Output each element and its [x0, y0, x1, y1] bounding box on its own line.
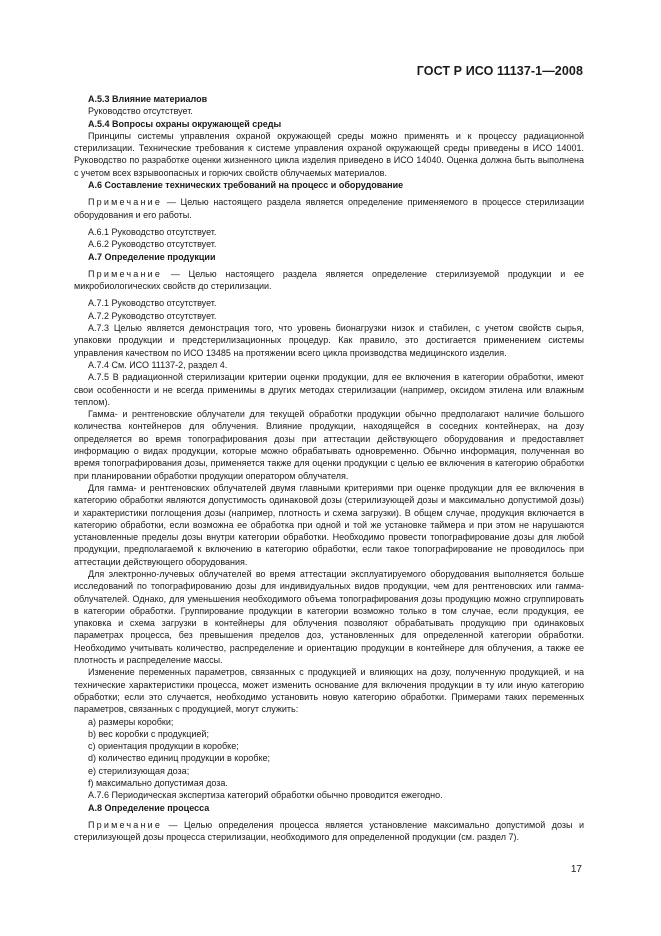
note-text: — Целью настоящего раздела является определение применяемого в процессе стерилизации оборудования и его работы. — [74, 197, 584, 220]
note-a6 — [74, 196, 584, 221]
paragraph-changes: Изменение переменных параметров, связанных с продукцией и влияющих на дозу, полученную продукцией, и на технические характеристики процесса, может изменить основание для включения продукции в ту или иную категорию обработки; если это случается, необходимо установить новую категорию обработки. Примерами таких переменных параметров, связанных с продукцией, могут служить: — [74, 667, 584, 715]
note-label: Примечание — [88, 819, 163, 830]
paragraph-gamma: Гамма- и рентгеновские облучатели для текущей обработки продукции обычно предполагают наличие большого количества контейнеров для облучения. Влияние продукции, находящейся в соседних контейнерах, на дозу определяется во время топографирования дозы при аттестации действующего оборудования и предоставляет информацию о видах продукции, которые можно обрабатывать одновременно. Обычно информация, полученная во время топографирования дозы, применяется также для оценки продукции с целью ее включения в категорию обработки при планировании обработки продукции оператором облучателя. — [74, 409, 584, 481]
paragraph-a53: Руководство отсутствует. — [88, 106, 193, 117]
section-heading-a8: А.8 Определение процесса — [88, 802, 210, 813]
list-item: а) размеры коробки; — [88, 716, 174, 727]
paragraph-criteria: Для гамма- и рентгеновских облучателей двумя главными критериями при оценке продукции для ее включения в категорию обработки являются допустимость одинаковой дозы (стерилизующей дозы и максимально допустимой дозы) и характеристики поглощения дозы (например, плотность и схема загрузки). В общем случае, продукция включается в категорию обработки, если возможна ее обработка при одной и той же установке таймера и при этом не нарушаются установленные пределы дозы внутри категории обработки. Необходимо провести топографирование дозы для любой продукции, предполагаемой к включению в категорию обработки, если такое топографирование не проводилось при аттестации действующего оборудования. — [74, 482, 584, 567]
paragraph-a61: А.6.1 Руководство отсутствует. — [88, 226, 217, 237]
note-a8 — [74, 819, 584, 844]
document-body — [74, 93, 584, 844]
list-item: f) максимально допустимая доза. — [88, 778, 228, 789]
paragraph-a75: А.7.5 В радиационной стерилизации критерии оценки продукции, для ее включения в категории обработки, имеют свои особенности и не всегда применимы в других методах стерилизации (например, оксидом этилена или влажным теплом). — [74, 372, 584, 407]
note-text: — Целью настоящего раздела является определение стерилизуемой продукции и ее микробиологических свойств до стерилизации. — [74, 268, 584, 292]
section-heading-a54: А.5.4 Вопросы охраны окружающей среды — [88, 118, 282, 129]
note-label: Примечание — [88, 197, 163, 208]
list-item: d) количество единиц продукции в коробке; — [88, 753, 270, 764]
list-item: с) ориентация продукции в коробке; — [88, 741, 239, 752]
document-header: ГОСТ Р ИСО 11137-1—2008 — [416, 64, 583, 78]
paragraph-a62: А.6.2 Руководство отсутствует. — [88, 239, 217, 250]
paragraph-electron: Для электронно-лучевых облучателей во время аттестации эксплуатируемого оборудования выполняется больше исследований по топографированию дозы для индивидуальных видов продукции, чем для рентгеновских или гамма-облучателей. Однако, для уменьшения необходимого объема топографирования дозы продукцию можно сгруппировать в категории обработки. Группирование продукции в категории возможно только в том случае, если продукция, ее упаковка и схема загрузки в контейнеры для облучения позволяют обрабатывать продукцию при одинаковых параметрах процесса, без превышения пределов доз, установленных для определенной категории обработки. Необходимо учитывать количество, распределение и ориентацию продукции в контейнере для облучения, а также ее плотность и распределение массы. — [74, 568, 584, 666]
section-heading-a6: А.6 Составление технических требований на процесс и оборудование — [88, 180, 404, 191]
note-text: — Целью определения процесса является установление максимально допустимой дозы и стерилизующей дозы процесса стерилизации, необходимого для определенной продукции (см. раздел 7). — [74, 819, 584, 843]
page-number: 17 — [570, 864, 582, 875]
paragraph-a74: А.7.4 См. ИСО 11137-2, раздел 4. — [88, 359, 228, 370]
section-heading-a7: А.7 Определение продукции — [88, 251, 216, 262]
paragraph-a71: А.7.1 Руководство отсутствует. — [88, 298, 217, 309]
list-item: е) стерилизующая доза; — [88, 765, 190, 776]
paragraph-a73: А.7.3 Целью является демонстрация того, что уровень бионагрузки низок и стабилен, с учетом свойств сырья, упаковки продукции и предстерилизационных процедур. Как правило, это достигается применением системы управления качеством по ИСО 13485 на протяжении всего цикла производства медицинского изделия. — [74, 323, 584, 358]
paragraph-a76: А.7.6 Периодическая экспертиза категорий обработки обычно проводится ежегодно. — [88, 790, 443, 801]
paragraph-a54: Принципы системы управления охраной окружающей среды можно применять и к процессу радиационной стерилизации. Технические требования к системе управления охраной окружающей среды приведены в ИСО 14001. Руководство по разработке оценки жизненного цикла изделия приведено в ИСО 14040. Оценка должна быть выполнена с учетом всех взрывоопасных и горючих свойств облучаемых материалов. — [74, 130, 584, 178]
section-heading-a53: А.5.3 Влияние материалов — [88, 94, 208, 104]
note-a7 — [74, 268, 584, 293]
note-label: Примечание — [88, 268, 163, 279]
paragraph-a72: А.7.2 Руководство отсутствует. — [88, 310, 217, 321]
list-item: b) вес коробки с продукцией; — [88, 728, 209, 739]
